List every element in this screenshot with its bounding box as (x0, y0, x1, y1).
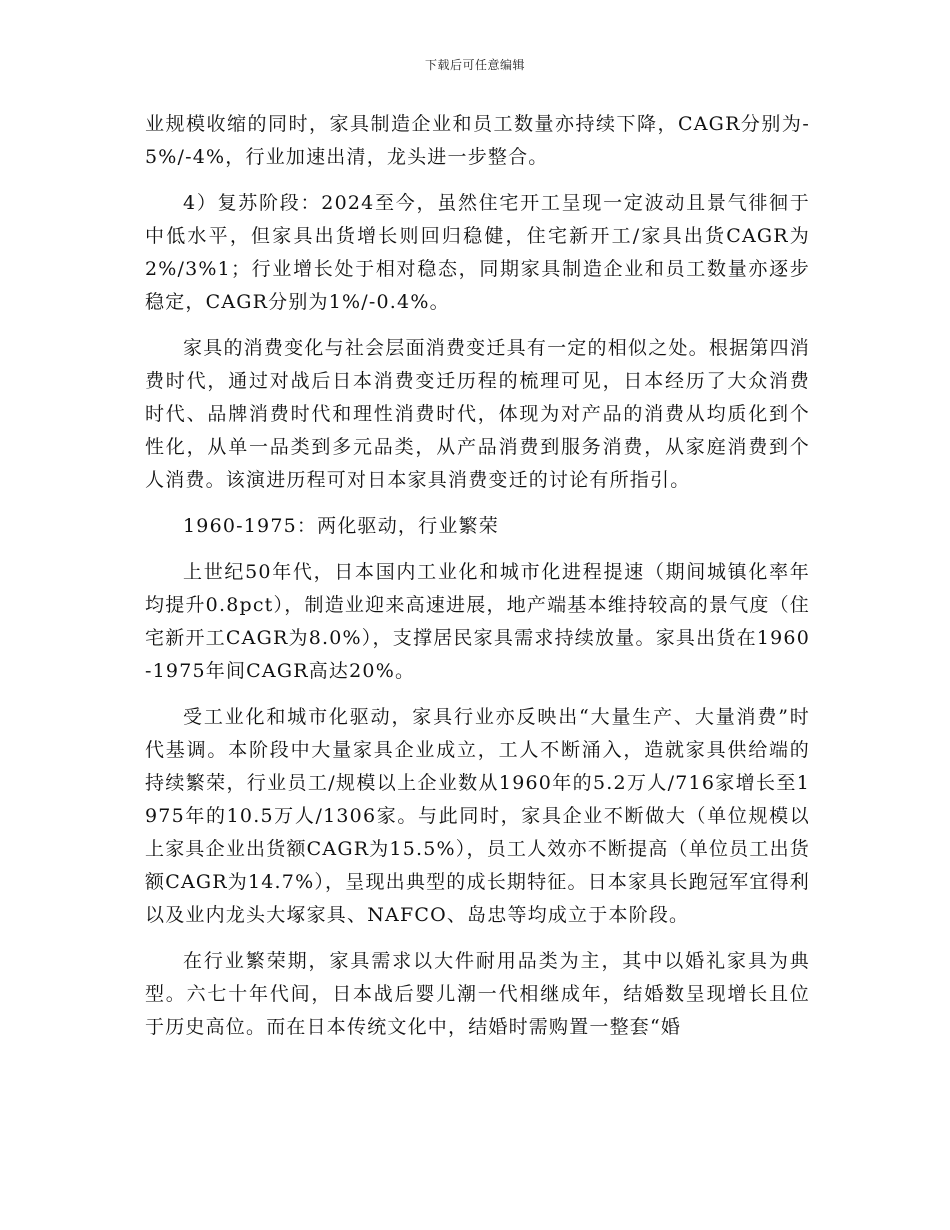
paragraph-3: 家具的消费变化与社会层面消费变迁具有一定的相似之处。根据第四消费时代，通过对战后日本消费变迁历程的梳理可见，日本经历了大众消费时代、品牌消费时代和理性消费时代，体现为对产品的消费从均质化到个性化，从单一品类到多元品类，从产品消费到服务消费，从家庭消费到个人消费。该演进历程可对日本家具消费变迁的讨论有所指引。 (145, 337, 810, 491)
section-heading: 1960-1975：两化驱动，行业繁荣 (183, 515, 499, 537)
paragraph-6: 受工业化和城市化驱动，家具行业亦反映出“大量生产、大量消费”时代基调。本阶段中大量家具企业成立，工人不断涌入，造就家具供给端的持续繁荣，行业员工/规模以上企业数从1960年的5.2万人/716家增长至1975年的10.5万人/1306家。与此同时，家具企业不断做大（单位规模以上家具企业出货额CAGR为15.5%），员工人效亦不断提高（单位员工出货额CAGR为14.7%），呈现出典型的成长期特征。日本家具长跑冠军宜得利以及业内龙头大塚家具、NAFCO、岛忠等均成立于本阶段。 (145, 706, 810, 926)
paragraph-7: 在行业繁荣期，家具需求以大件耐用品类为主，其中以婚礼家具为典型。六七十年代间，日本战后婴儿潮一代相继成年，结婚数呈现增长且位于历史高位。而在日本传统文化中，结婚时需购置一整套“婚 (145, 950, 810, 1038)
paragraph-1: 业规模收缩的同时，家具制造企业和员工数量亦持续下降，CAGR分别为-5%/-4%，行业加速出清，龙头进一步整合。 (145, 113, 810, 168)
paragraph-5: 上世纪50年代，日本国内工业化和城市化进程提速（期间城镇化率年均提升0.8pct），制造业迎来高速进展，地产端基本维持较高的景气度（住宅新开工CAGR为8.0%），支撑居民家具需求持续放量。家具出货在1960-1975年间CAGR高达20%。 (145, 561, 810, 682)
paragraph-2: 4）复苏阶段：2024至今，虽然住宅开工呈现一定波动且景气徘徊于中低水平，但家具出货增长则回归稳健，住宅新开工/家具出货CAGR为2%/3%1；行业增长处于相对稳态，同期家具制造企业和员工数量亦逐步稳定，CAGR分别为1%/-0.4%。 (145, 192, 810, 313)
page-header: 下载后可任意编辑 (424, 58, 525, 72)
document-body (145, 108, 810, 1057)
